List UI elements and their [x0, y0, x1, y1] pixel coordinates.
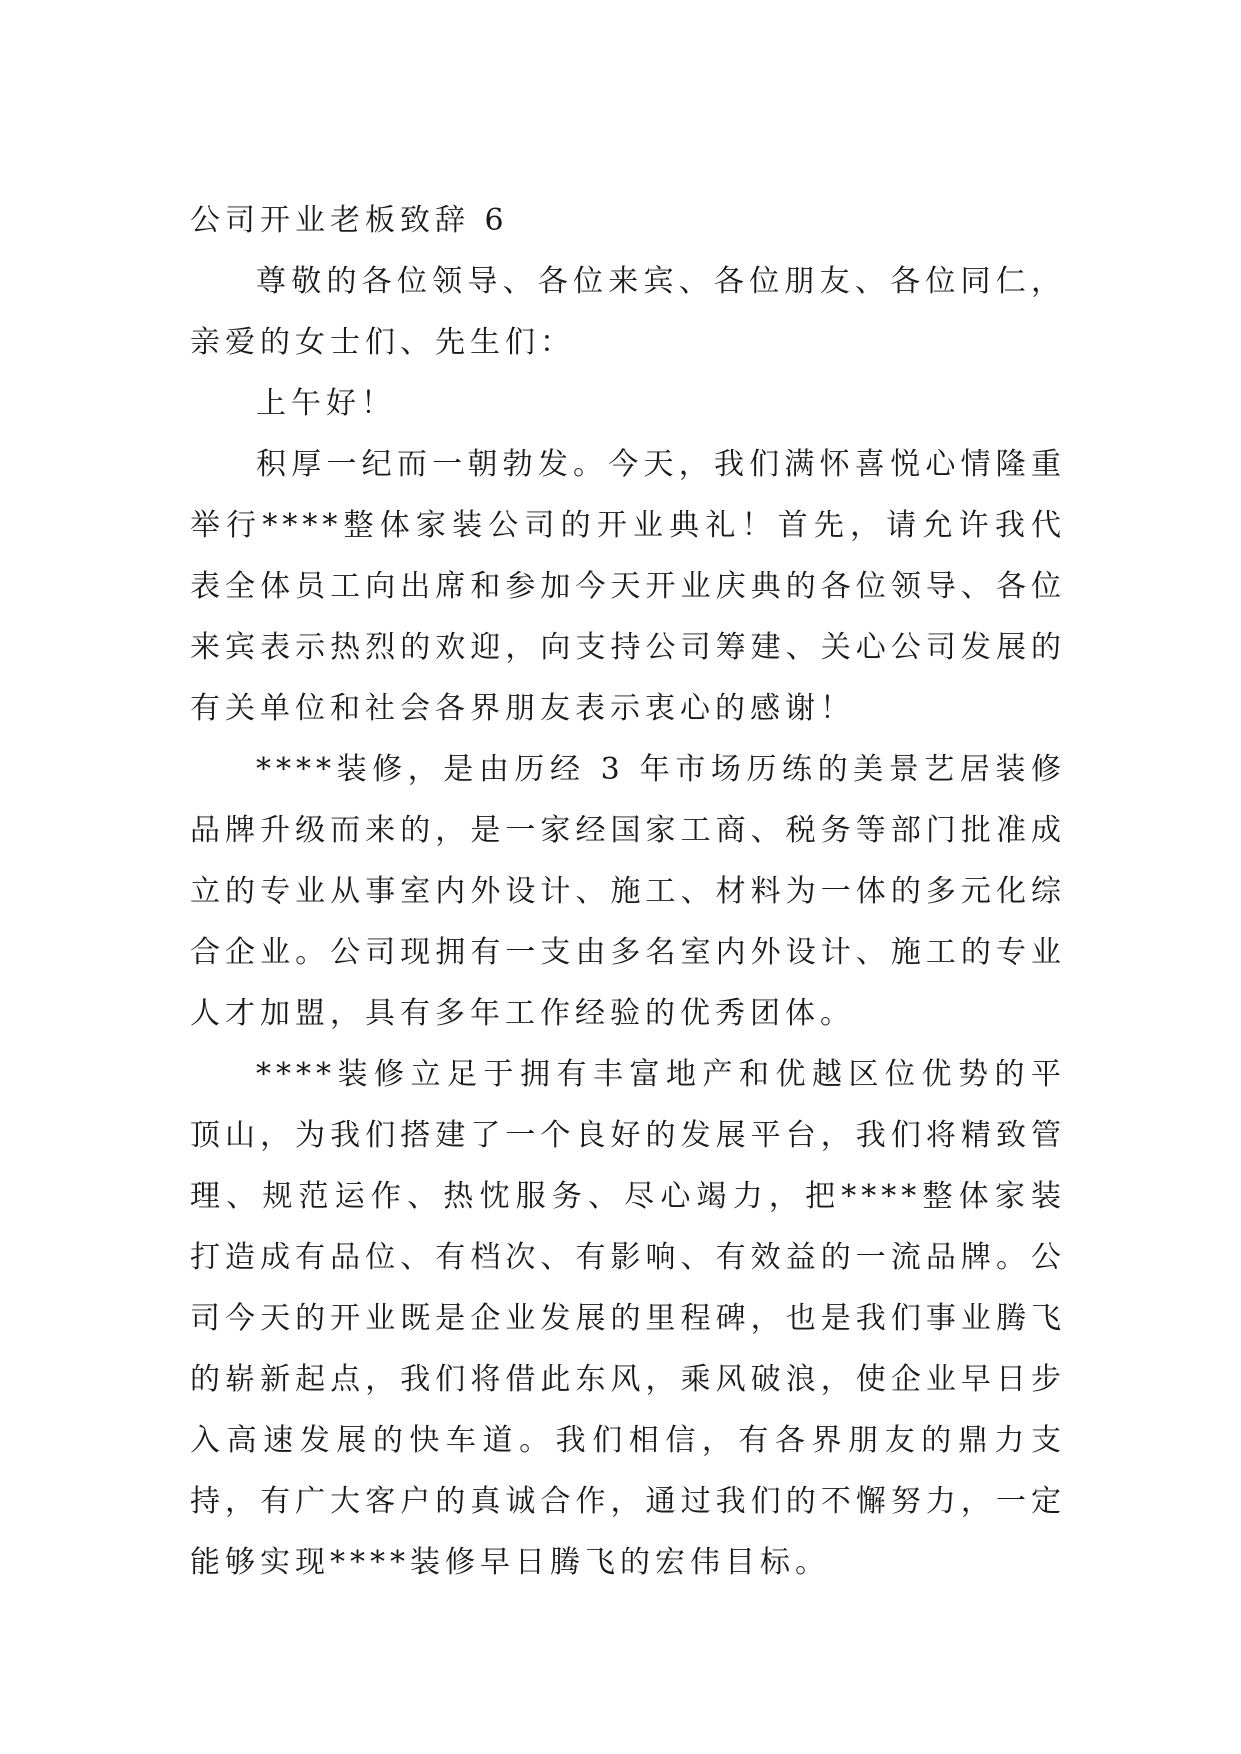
document-title: 公司开业老板致辞 6	[190, 203, 509, 238]
paragraph-vision: ****装修立足于拥有丰富地产和优越区位优势的平顶山，为我们搭建了一个良好的发展平台，我们将精致管理、规范运作、热忱服务、尽心竭力，把****整体家装打造成有品位、有档次、有影响、有效益的一流品牌。公司今天的开业既是企业发展的里程碑，也是我们事业腾飞的崭新起点，我们将借此东风，乘风破浪，使企业早日步入高速发展的快车道。我们相信，有各界朋友的鼎力支持，有广大客户的真诚合作，通过我们的不懈努力，一定能够实现****装修早日腾飞的宏伟目标。	[190, 1057, 1066, 1580]
paragraph-company-intro: ****装修，是由历经 3 年市场历练的美景艺居装修品牌升级而来的，是一家经国家工商、税务等部门批准成立的专业从事室内外设计、施工、材料为一体的多元化综合企业。公司现拥有一支由多名室内外设计、施工的专业人才加盟，具有多年工作经验的优秀团体。	[190, 752, 1066, 1031]
document-body	[190, 190, 1066, 1593]
paragraph-salutation: 尊敬的各位领导、各位来宾、各位朋友、各位同仁，亲爱的女士们、先生们：	[190, 264, 1066, 360]
paragraph-greeting: 上午好！	[256, 386, 396, 421]
paragraph-opening: 积厚一纪而一朝勃发。今天，我们满怀喜悦心情隆重举行****整体家装公司的开业典礼！首先，请允许我代表全体员工向出席和参加今天开业庆典的各位领导、各位来宾表示热烈的欢迎，向支持公司筹建、关心公司发展的有关单位和社会各界朋友表示衷心的感谢！	[190, 447, 1066, 726]
